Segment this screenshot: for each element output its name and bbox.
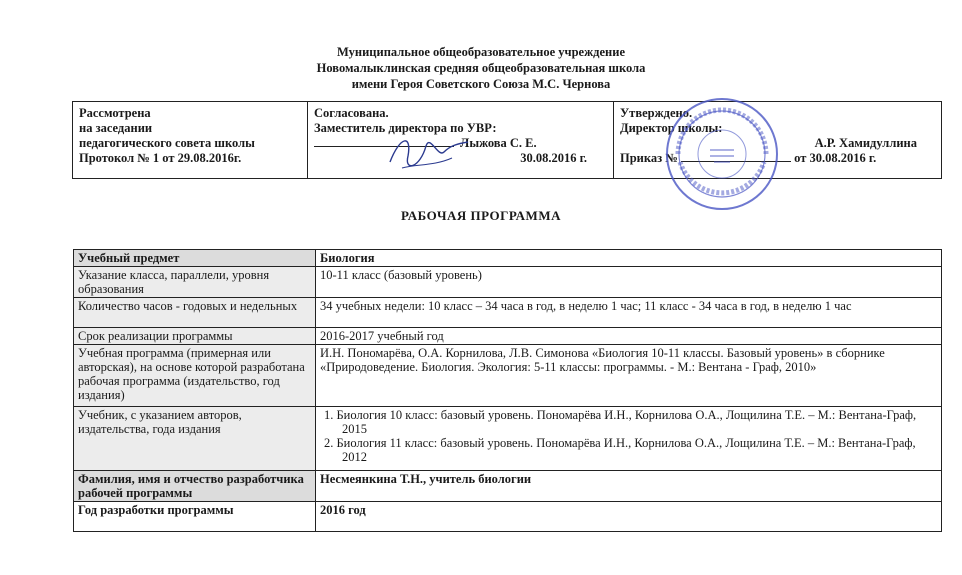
signature-icon (382, 128, 472, 178)
table-row (74, 250, 942, 267)
list-item: 2. Биология 11 класс: базовый уровень. Пономарёва И.Н., Корнилова О.А., Лощилина Т.Е. – М.: Вентана-Граф, 2012 (324, 436, 916, 464)
order-suffix: от 30.08.2016 г. (794, 151, 877, 165)
header-line-2: Новомалыклинская средняя общеобразовательная школа (316, 61, 646, 75)
considered-line-1: Рассмотрена (79, 106, 151, 120)
approved-name: А.Р. Хамидуллина (814, 136, 917, 150)
agreed-line-2: Заместитель директора по УВР: (314, 121, 497, 135)
considered-line-2: на заседании (79, 121, 153, 135)
agreed-date: 30.08.2016 г. (520, 151, 587, 165)
row-label: Количество часов - годовых и недельных (74, 298, 316, 328)
row-label: Учебный предмет (74, 250, 316, 267)
table-row (74, 267, 942, 298)
row-label: Срок реализации программы (74, 328, 316, 345)
row-value: 2016 год (316, 502, 942, 532)
textbook-list (320, 408, 937, 464)
program-table (73, 249, 942, 532)
row-value: 2016-2017 учебный год (316, 328, 942, 345)
table-row (74, 328, 942, 345)
table-row (74, 345, 942, 407)
order-prefix: Приказ № (620, 151, 678, 165)
considered-line-3: педагогического совета школы (79, 136, 255, 150)
table-row (74, 471, 942, 502)
row-label: Учебник, с указанием авторов, издательства, года издания (74, 407, 316, 471)
row-label: Учебная программа (примерная или авторская), на основе которой разработана рабочая программа (издательство, год издания) (74, 345, 316, 407)
row-value (316, 407, 942, 471)
list-item: 1. Биология 10 класс: базовый уровень. Пономарёва И.Н., Корнилова О.А., Лощилина Т.Е. – М.: Вентана-Граф, 2015 (324, 408, 917, 436)
approved-line-1: Утверждено. (620, 106, 693, 120)
row-value: Биология (316, 250, 942, 267)
row-label: Фамилия, имя и отчество разработчика рабочей программы (74, 471, 316, 502)
page-title: РАБОЧАЯ ПРОГРАММА (401, 208, 561, 223)
row-value: И.Н. Пономарёва, О.А. Корнилова, Л.В. Симонова «Биология 10-11 классы. Базовый уровень» в сборнике «Природоведение. Биология. Экология: 5-11 классы: программы. - М.: Вентана - Граф, 2010» (316, 345, 942, 407)
table-row (74, 502, 942, 532)
row-label: Год разработки программы (74, 502, 316, 532)
considered-line-4: Протокол № 1 от 29.08.2016г. (79, 151, 242, 165)
row-value: 34 учебных недели: 10 класс – 34 часа в год, в неделю 1 час; 11 класс - 34 часа в год, в неделю 1 час (316, 298, 942, 328)
table-row (74, 407, 942, 471)
approval-table (72, 101, 942, 179)
considered-cell (73, 102, 308, 179)
row-value: Несмеянкина Т.Н., учитель биологии (316, 471, 942, 502)
school-header (0, 44, 962, 92)
row-value: 10-11 класс (базовый уровень) (316, 267, 942, 298)
approved-line-2: Директор школы: (620, 121, 723, 135)
agreed-line-1: Согласована. (314, 106, 389, 120)
agreed-name: Лыжова С. Е. (460, 136, 537, 150)
header-line-1: Муниципальное общеобразовательное учреждение (337, 45, 625, 59)
header-line-3: имени Героя Советского Союза М.С. Чернова (351, 77, 611, 91)
table-row (74, 298, 942, 328)
row-label: Указание класса, параллели, уровня образования (74, 267, 316, 298)
school-stamp-icon (664, 96, 780, 212)
